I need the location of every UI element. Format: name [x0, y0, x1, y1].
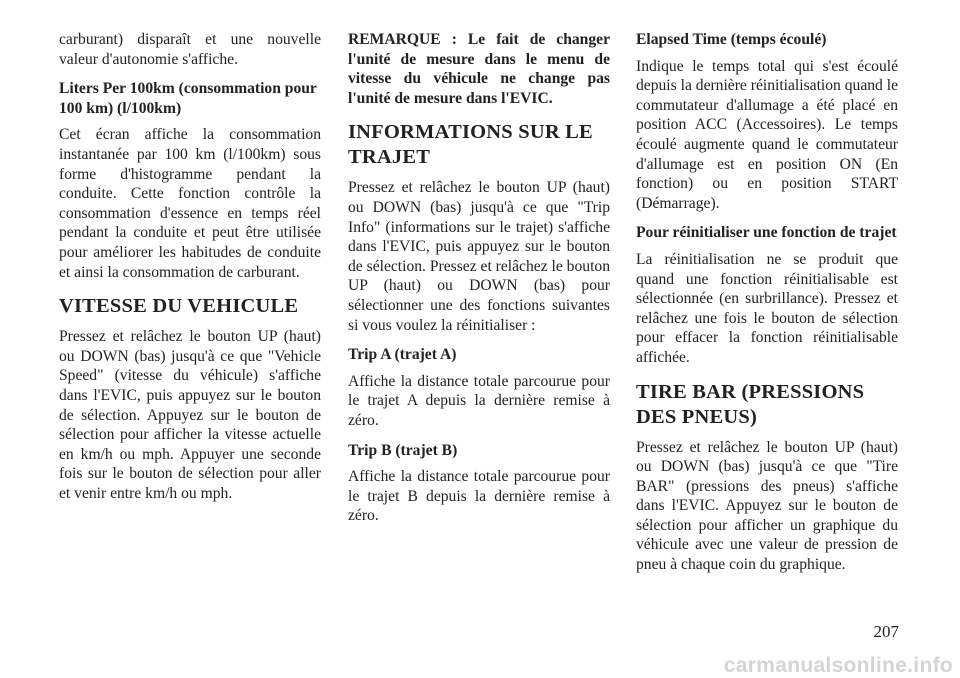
paragraph-trip-b: Affiche la distance totale parcourue pour le trajet B depuis la dernière remise à zéro. — [348, 468, 610, 525]
paragraph-reset-trip: La réinitialisation ne se produit que quand une fonction réinitialisable est sélectionnée (en surbrillance). Pressez et relâchez une fois le bouton de sélection pour effacer la fonction réinitialisable affichée. — [636, 250, 898, 366]
heading-vehicle-speed: VITESSE DU VEHICULE — [59, 295, 299, 318]
column-right — [636, 30, 898, 585]
subheading-reset-trip: Pour réinitialiser une fonction de trajet — [636, 224, 897, 242]
subheading-elapsed-time: Elapsed Time (temps écoulé) — [636, 31, 827, 48]
page-number: 207 — [873, 622, 899, 641]
heading-tire-bar: TIRE BAR (PRESSIONS DES PNEUS) — [636, 380, 865, 428]
column-middle — [348, 30, 610, 536]
paragraph-consumption: Cet écran affiche la consommation instantanée par 100 km (l/100km) sous forme d'histogramme pendant la conduite. Cette fonction contrôle la consommation d'essence en temps réel pendant la conduite et peut être utilisée pour améliorer les habitudes de conduite et ainsi la consommation de carburant. — [59, 126, 321, 281]
watermark: carmanualsonline.info — [723, 654, 953, 677]
subheading-trip-b: Trip B (trajet B) — [348, 441, 458, 459]
paragraph-trip-info: Pressez et relâchez le bouton UP (haut) ou DOWN (bas) jusqu'à ce que "Trip Info" (informations sur le trajet) s'affiche dans l'EVIC, puis appuyez sur le bouton de sélection. Pressez et relâchez le bouton UP (haut) ou DOWN (bas) pour sélectionner une des fonctions suivantes si vous voulez la réinitialiser : — [348, 179, 610, 334]
heading-trip-info: INFORMATIONS SUR LE TRAJET — [348, 121, 593, 169]
column-left — [59, 30, 321, 513]
paragraph-vehicle-speed: Pressez et relâchez le bouton UP (haut) ou DOWN (bas) jusqu'à ce que "Vehicle Speed" (vitesse du véhicule) s'affiche dans l'EVIC, puis appuyez sur le bouton de sélection. Appuyez sur le bouton de sélection pour afficher la vitesse actuelle en km/h ou mph. Appuyer une seconde fois sur le bouton de sélection pour aller et venir entre km/h ou mph. — [59, 328, 321, 502]
subheading-liters-per-100km: Liters Per 100km (consommation pour 100 km) (l/100km) — [59, 80, 317, 117]
subheading-trip-a: Trip A (trajet A) — [348, 346, 457, 364]
note-unit-change: REMARQUE : Le fait de changer l'unité de mesure dans le menu de vitesse du véhicule ne change pas l'unité de mesure dans l'EVIC. — [348, 31, 610, 107]
paragraph-autonomy-continued: carburant) disparaît et une nouvelle valeur d'autonomie s'affiche. — [59, 31, 321, 68]
paragraph-elapsed-time: Indique le temps total qui s'est écoulé depuis la dernière réinitialisation quand le commutateur d'allumage a été placé en position ACC (Accessoires). Le temps écoulé augmente quand le commutateur d'allumage est en position ON (En fonction) ou en position START (Démarrage). — [636, 57, 898, 212]
paragraph-trip-a: Affiche la distance totale parcourue pour le trajet A depuis la dernière remise à zéro. — [348, 372, 610, 429]
paragraph-tire-bar: Pressez et relâchez le bouton UP (haut) ou DOWN (bas) jusqu'à ce que "Tire BAR" (pressions des pneus) s'affiche dans l'EVIC. Appuyez sur le bouton de sélection pour afficher un graphique du véhicule avec une valeur de pression de pneu à chaque coin du graphique. — [636, 438, 898, 574]
